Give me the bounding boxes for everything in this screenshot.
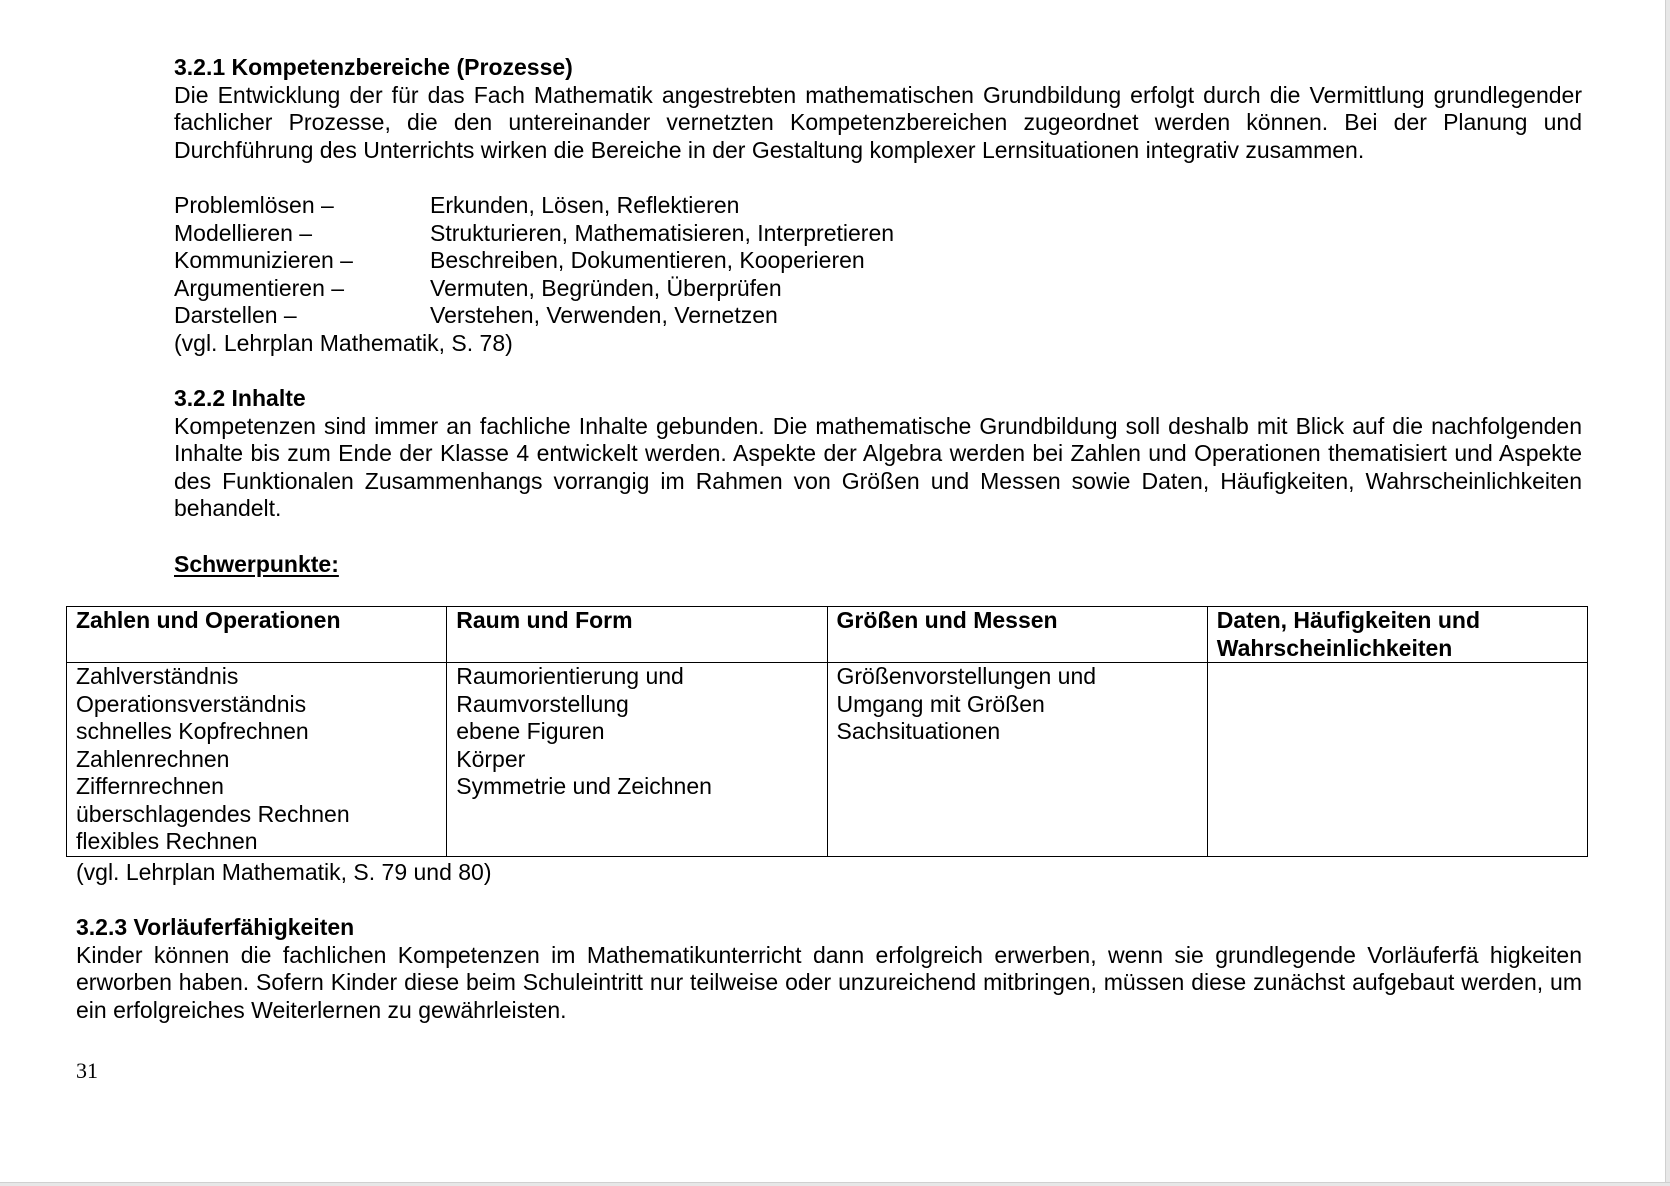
- table-cell-groessen: [827, 663, 1207, 857]
- section-323-heading: 3.2.3 Vorläuferfähigkeiten: [76, 914, 355, 940]
- table-header-cell: Größen und Messen: [827, 607, 1207, 663]
- table-cell-line: flexibles Rechnen: [76, 828, 258, 854]
- process-row: [174, 192, 1074, 220]
- process-list-block: [174, 192, 1074, 357]
- table-cell-line: Sachsituationen: [836, 718, 1001, 744]
- table-cell-line: Ziffernrechnen: [76, 773, 224, 799]
- table-header-cell: Zahlen und Operationen: [67, 607, 447, 663]
- focus-table: [66, 606, 1588, 857]
- process-row: [174, 247, 1074, 275]
- section-322: [174, 385, 1582, 523]
- process-row: [174, 275, 1074, 303]
- section-321-heading: 3.2.1 Kompetenzbereiche (Prozesse): [174, 54, 573, 80]
- focus-heading: Schwerpunkte:: [174, 551, 339, 577]
- table-citation: (vgl. Lehrplan Mathematik, S. 79 und 80): [76, 859, 492, 885]
- table-cell-daten: [1207, 663, 1587, 857]
- process-skills: Beschreiben, Dokumentieren, Kooperieren: [430, 247, 865, 273]
- process-list: [174, 192, 1074, 330]
- page-number: 31: [76, 1058, 98, 1083]
- table-cell-line: Symmetrie und Zeichnen: [456, 773, 712, 799]
- process-term: Modellieren –: [174, 219, 313, 246]
- table-header-cell: Raum und Form: [447, 607, 827, 663]
- section-323-paragraph: Kinder können die fachlichen Kompetenzen im Mathematikunterricht dann erfolgreich erwerben, wenn sie grundlegende Vorläuferfä higkeiten erworben haben. Sofern Kinder diese beim Schuleintritt nur teilweise oder unzureichend mitbringen, müssen diese zunächst aufgebaut werden, um ein erfolgreiches Weiterlernen zu gewährleisten.: [76, 941, 1582, 1023]
- table-cell-line: überschlagendes Rechnen: [76, 800, 350, 827]
- process-term: Problemlösen –: [174, 192, 334, 218]
- process-skills: Strukturieren, Mathematisieren, Interpretieren: [430, 219, 895, 246]
- section-322-paragraph: Kompetenzen sind immer an fachliche Inhalte gebunden. Die mathematische Grundbildung soll deshalb mit Blick auf die nachfolgenden Inhalte bis zum Ende der Klasse 4 entwickelt werden. Aspekte der Algebra werden bei Zahlen und Operationen thematisiert und Aspekte des Funktionalen Zusammenhangs vorrangig im Rahmen von Größen und Messen sowie Daten, Häufigkeiten, Wahrscheinlichkeiten behandelt.: [174, 412, 1582, 521]
- process-skills: Vermuten, Begründen, Überprüfen: [430, 274, 782, 301]
- table-cell-raum: [447, 663, 827, 857]
- page-edge-bottom: [0, 1182, 1670, 1186]
- process-row: [174, 302, 1074, 330]
- table-cell-line: Zahlenrechnen: [76, 745, 230, 772]
- section-322-heading: 3.2.2 Inhalte: [174, 385, 306, 411]
- section-321: [174, 54, 1582, 164]
- process-skills: Verstehen, Verwenden, Vernetzen: [430, 302, 778, 328]
- page-edge-right: [1665, 0, 1670, 1186]
- table-cell-line: Körper: [456, 745, 526, 772]
- table-cell-line: Größenvorstellungen und: [836, 663, 1097, 689]
- process-skills: Erkunden, Lösen, Reflektieren: [430, 192, 740, 218]
- table-cell-zahlen: [67, 663, 447, 857]
- table-header-cell: Daten, Häufigkeiten und Wahrscheinlichkeiten: [1207, 607, 1587, 663]
- table-row: [67, 663, 1588, 857]
- table-cell-line: Operationsverständnis: [76, 690, 307, 717]
- focus-heading-block: [174, 551, 774, 579]
- process-term: Darstellen –: [174, 302, 297, 328]
- section-321-citation: (vgl. Lehrplan Mathematik, S. 78): [174, 329, 513, 356]
- process-row: [174, 220, 1074, 248]
- table-cell-line: Zahlverständnis: [76, 663, 239, 689]
- table-cell-line: schnelles Kopfrechnen: [76, 718, 309, 744]
- section-323: [76, 914, 1582, 1024]
- process-term: Kommunizieren –: [174, 247, 353, 273]
- table-citation-block: [76, 859, 876, 887]
- table-cell-line: ebene Figuren: [456, 718, 605, 744]
- table-cell-line: Raumorientierung und: [456, 663, 684, 689]
- table-header-row: [67, 607, 1588, 663]
- process-term: Argumentieren –: [174, 274, 345, 301]
- table-cell-line: Raumvorstellung: [456, 690, 629, 717]
- table-cell-line: Umgang mit Größen: [836, 690, 1045, 717]
- section-321-paragraph: Die Entwicklung der für das Fach Mathematik angestrebten mathematischen Grundbildung erfolgt durch die Vermittlung grundlegender fachlicher Prozesse, die den untereinander vernetzten Kompetenzbereichen zugeordnet werden können. Bei der Planung und Durchführung des Unterrichts wirken die Bereiche in der Gestaltung komplexer Lernsituationen integrativ zusammen.: [174, 81, 1582, 163]
